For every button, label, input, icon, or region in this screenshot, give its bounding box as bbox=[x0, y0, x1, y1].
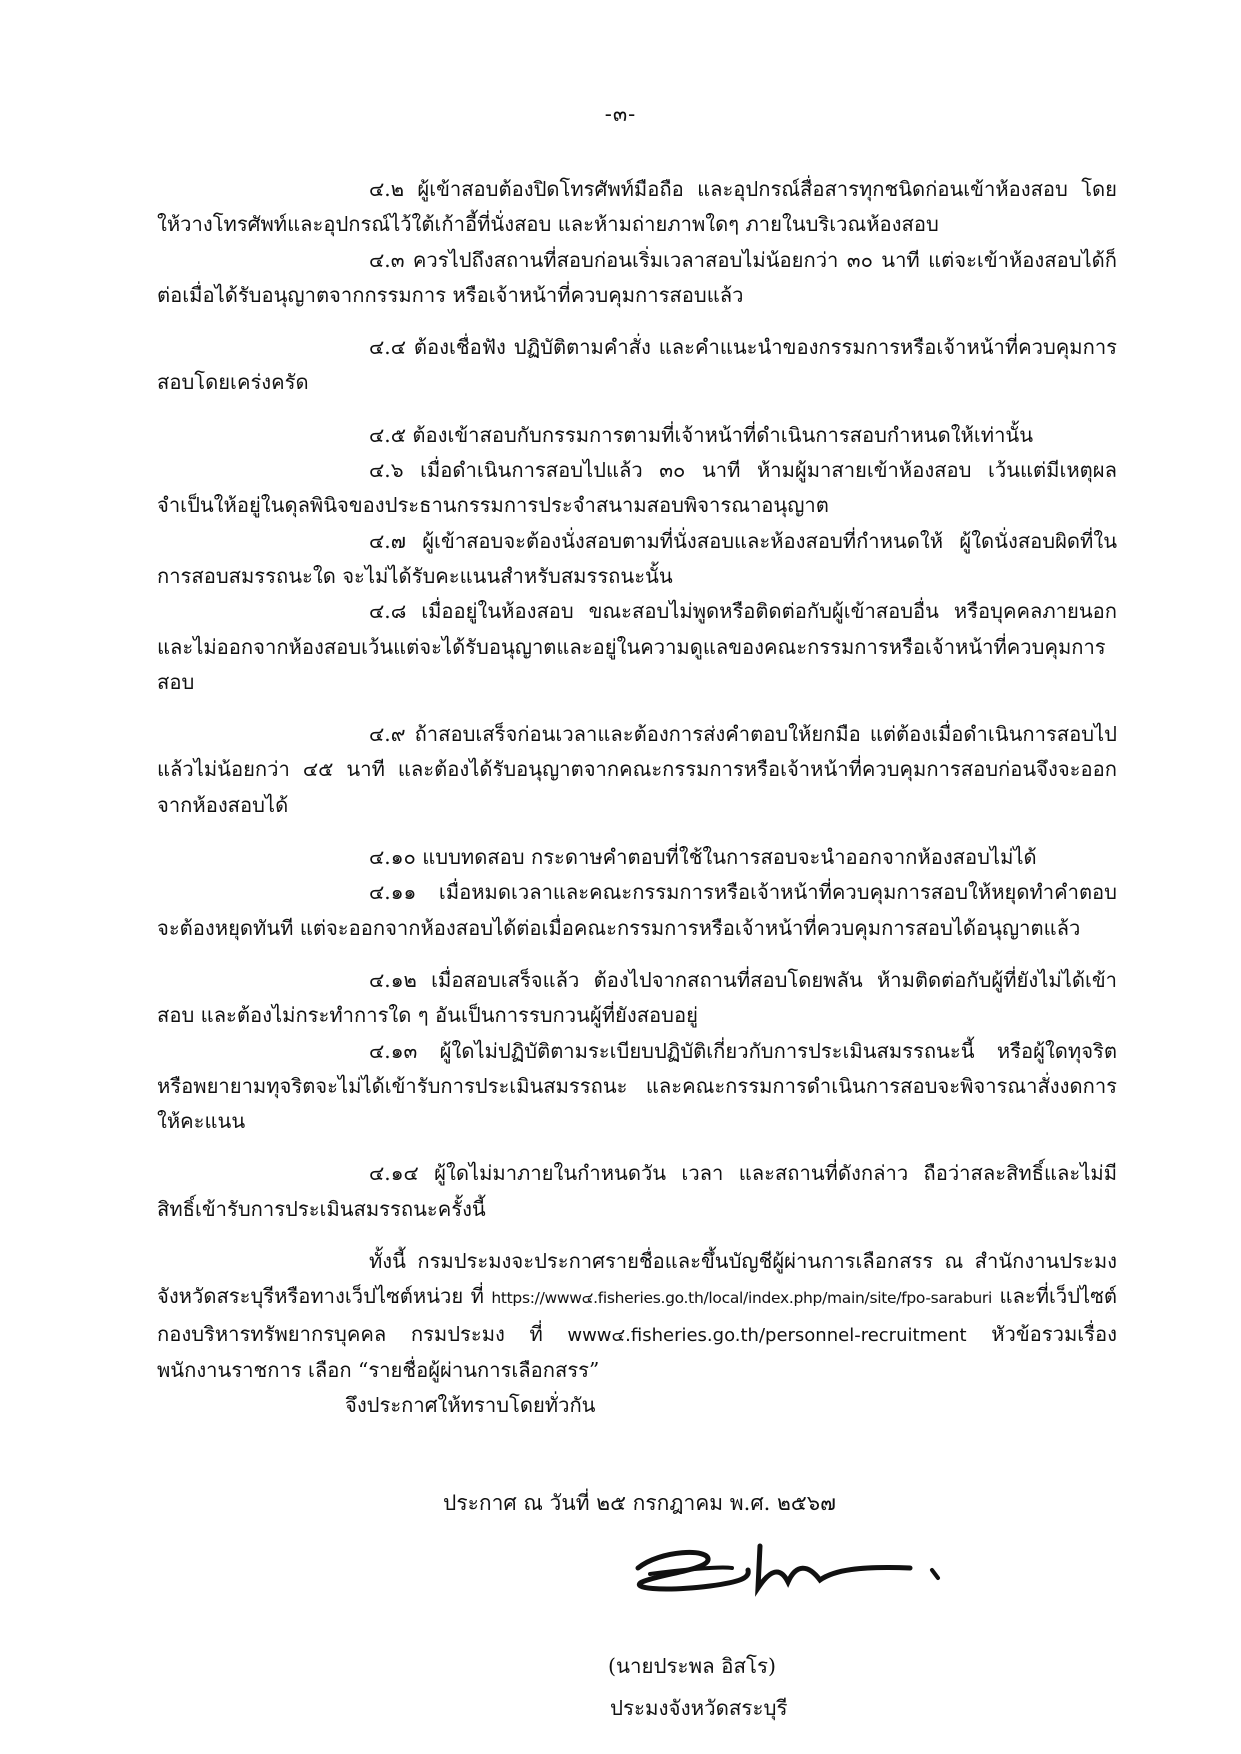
document-body bbox=[157, 172, 1117, 1424]
recruitment-website-link[interactable]: www๔.fisheries.go.th/personnel-recruitment bbox=[567, 1324, 967, 1346]
announcement-text-3: หัวข้อรวมเรื่องพนักงานราชการ เลือก “รายชื่อผู้ผ่านการเลือกสรร” bbox=[157, 1321, 1117, 1382]
handwritten-signature bbox=[620, 1530, 980, 1610]
announcement-paragraph bbox=[157, 1244, 1117, 1388]
province-website-link[interactable]: https://www๔.fisheries.go.th/local/index.php/main/site/fpo-saraburi bbox=[491, 1289, 993, 1308]
clause-4-10: ๔.๑๐ แบบทดสอบ กระดาษคำตอบที่ใช้ในการสอบจะนำออกจากห้องสอบไม่ได้ bbox=[369, 845, 1037, 870]
clause-4-9: ๔.๙ ถ้าสอบเสร็จก่อนเวลาและต้องการส่งคำตอบให้ยกมือ แต่ต้องเมื่อดำเนินการสอบไปแล้วไม่น้อยกว่า ๔๕ นาที และต้องได้รับอนุญาตจากคณะกรรมการหรือเจ้าหน้าที่ควบคุมการสอบก่อนจึงจะออกจากห้องสอบได้ bbox=[157, 722, 1117, 817]
clause-4-2: ๔.๒ ผู้เข้าสอบต้องปิดโทรศัพท์มือถือ และอุปกรณ์สื่อสารทุกชนิดก่อนเข้าห้องสอบ โดยให้วางโทรศัพท์และอุปกรณ์ไว้ใต้เก้าอี้ที่นั่งสอบ และห้ามถ่ายภาพใดๆ ภายในบริเวณห้องสอบ bbox=[157, 177, 1117, 237]
announcement-text-2: และที่เว็ปไซต์กองบริหารทรัพยากรบุคคล กรมประมง ที่ bbox=[157, 1284, 1118, 1346]
clause-4-5: ๔.๕ ต้องเข้าสอบกับกรรมการตามที่เจ้าหน้าที่ดำเนินการสอบกำหนดให้เท่านั้น bbox=[369, 422, 1033, 447]
signer-name: (นายประพล อิสโร) bbox=[608, 1654, 777, 1678]
clause-4-11: ๔.๑๑ เมื่อหมดเวลาและคณะกรรมการหรือเจ้าหน้าที่ควบคุมการสอบให้หยุดทำคำตอบจะต้องหยุดทันที แต่จะออกจากห้องสอบได้ต่อเมื่อคณะกรรมการหรือเจ้าหน้าที่ควบคุมการสอบได้อนุญาตแล้ว bbox=[157, 880, 1117, 940]
clause-4-13: ๔.๑๓ ผู้ใดไม่ปฏิบัติตามระเบียบปฏิบัติเกี่ยวกับการประเมินสมรรถนะนี้ หรือผู้ใดทุจริตหรือพยายามทุจริตจะไม่ได้เข้ารับการประเมินสมรรถนะ และคณะกรรมการดำเนินการสอบจะพิจารณาสั่งงดการให้คะแนน bbox=[157, 1038, 1117, 1134]
clause-4-8: ๔.๘ เมื่ออยู่ในห้องสอบ ขณะสอบไม่พูดหรือติดต่อกับผู้เข้าสอบอื่น หรือบุคคลภายนอก และไม่ออกจากห้องสอบเว้นแต่จะได้รับอนุญาตและอยู่ในความดูแลของคณะกรรมการหรือเจ้าหน้าที่ควบคุมการสอบ bbox=[157, 599, 1117, 694]
clause-4-14: ๔.๑๔ ผู้ใดไม่มาภายในกำหนดวัน เวลา และสถานที่ดังกล่าว ถือว่าสละสิทธิ์และไม่มีสิทธิ์เข้ารับการประเมินสมรรถนะครั้งนี้ bbox=[157, 1161, 1117, 1221]
closing-statement: จึงประกาศให้ทราบโดยทั่วกัน bbox=[345, 1393, 596, 1418]
announcement-date: ประกาศ ณ วันที่ ๒๕ กรกฎาคม พ.ศ. ๒๕๖๗ bbox=[443, 1491, 836, 1515]
clause-4-3: ๔.๓ ควรไปถึงสถานที่สอบก่อนเริ่มเวลาสอบไม่น้อยกว่า ๓๐ นาที แต่จะเข้าห้องสอบได้ก็ต่อเมื่อได้รับอนุญาตจากกรรมการ หรือเจ้าหน้าที่ควบคุมการสอบแล้ว bbox=[157, 247, 1117, 307]
clause-4-7: ๔.๗ ผู้เข้าสอบจะต้องนั่งสอบตามที่นั่งสอบและห้องสอบที่กำหนดให้ ผู้ใดนั่งสอบผิดที่ในการสอบสมรรถนะใด จะไม่ได้รับคะแนนสำหรับสมรรถนะนั้น bbox=[157, 528, 1117, 588]
signer-position: ประมงจังหวัดสระบุรี bbox=[610, 1696, 788, 1720]
announcement-text-1: ทั้งนี้ กรมประมงจะประกาศรายชื่อและขึ้นบัญชีผู้ผ่านการเลือกสรร ณ สำนักงานประมงจังหวัดสระบุรีหรือทางเว็ปไซต์หน่วย ที่ bbox=[157, 1249, 1117, 1309]
page-number: -๓- bbox=[604, 102, 637, 126]
clause-4-4: ๔.๔ ต้องเชื่อฟัง ปฏิบัติตามคำสั่ง และคำแนะนำของกรรมการหรือเจ้าหน้าที่ควบคุมการสอบโดยเคร่งครัด bbox=[157, 335, 1117, 395]
clause-4-12: ๔.๑๒ เมื่อสอบเสร็จแล้ว ต้องไปจากสถานที่สอบโดยพลัน ห้ามติดต่อกับผู้ที่ยังไม่ได้เข้าสอบ และต้องไม่กระทำการใด ๆ อันเป็นการรบกวนผู้ที่ยังสอบอยู่ bbox=[157, 967, 1117, 1028]
clause-4-6: ๔.๖ เมื่อดำเนินการสอบไปแล้ว ๓๐ นาที ห้ามผู้มาสายเข้าห้องสอบ เว้นแต่มีเหตุผลจำเป็นให้อยู่ในดุลพินิจของประธานกรรมการประจำสนามสอบพิจารณาอนุญาต bbox=[157, 458, 1117, 518]
